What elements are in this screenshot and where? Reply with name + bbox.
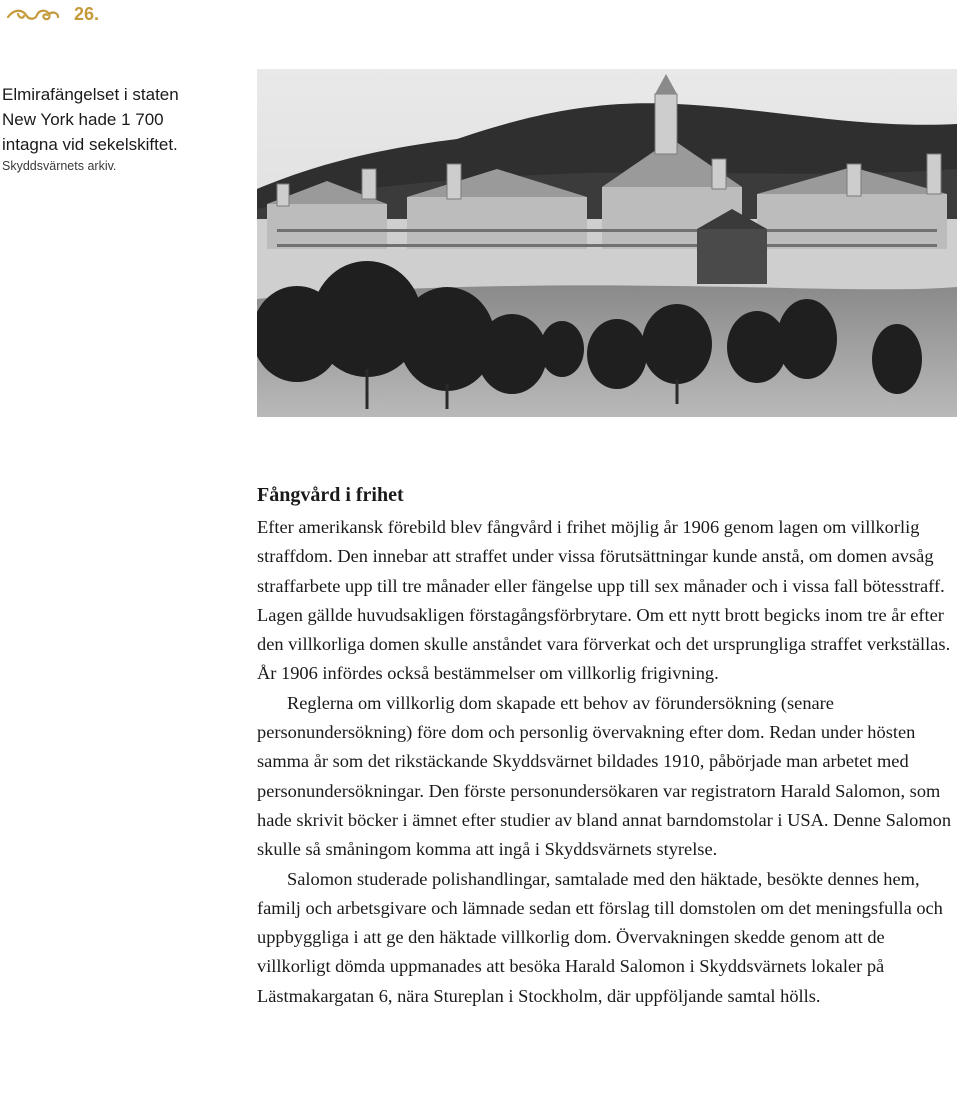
page-number: 26.: [74, 4, 100, 24]
section-title: Fångvård i frihet: [257, 484, 404, 506]
photo-elmira-prison: [257, 69, 957, 417]
gold-flourish-icon: [6, 5, 60, 25]
paragraph: Salomon studerade polishandlingar, samtalade med den häktade, besökte dennes hem, familj och arbetsgivare och lämnade sedan ett förslag till domstolen om det meningsfulla och uppbyggliga i att ge den häktade villkorlig dom. Övervakningen skedde genom att de villkorligt dömda uppmanades att besöka Harald Salomon i Skyddsvärnets lokaler på Lästmakargatan 6, nära Stureplan i Stockholm, där uppföljande samtal hölls.: [257, 868, 943, 1006]
page-header: [6, 4, 99, 25]
caption-text: Elmirafängelset i staten New York hade 1 700 intagna vid sekelskiftet.: [2, 85, 179, 154]
article-body: [257, 513, 957, 1011]
photo-caption: [2, 82, 222, 173]
paragraph: Efter amerikansk förebild blev fångvård i frihet möjlig år 1906 genom lagen om villkorlig straffdom. Den innebar att straffet under vissa förutsättningar kunde anstå, om domen avsåg straffarbete upp till tre månader eller fängelse upp till sex månader och i vissa fall bötesstraff. Lagen gällde huvudsakligen förstagångsförbrytare. Om ett nytt brott begicks inom tre år efter den villkorliga domen skulle anståndet vara förverkat och det ursprungliga straffet verkställas. År 1906 infördes också bestämmelser om villkorlig frigivning.: [257, 517, 951, 684]
paragraph: Reglerna om villkorlig dom skapade ett behov av förundersökning (senare personundersökning) före dom och personlig övervakning efter dom. Redan under hösten samma år som det rikstäckande Skyddsvärnet bildades 1910, påbörjade man arbetet med personundersökningar. Den förste personundersökaren var registratorn Harald Salomon, som hade skrivit böcker i ämnet efter studier av bland annat barndomstolar i USA. Denne Salomon skulle så småningom komma att ingå i Skyddsvärnets styrelse.: [257, 692, 952, 860]
photo-credit: Skyddsvärnets arkiv.: [2, 159, 117, 173]
